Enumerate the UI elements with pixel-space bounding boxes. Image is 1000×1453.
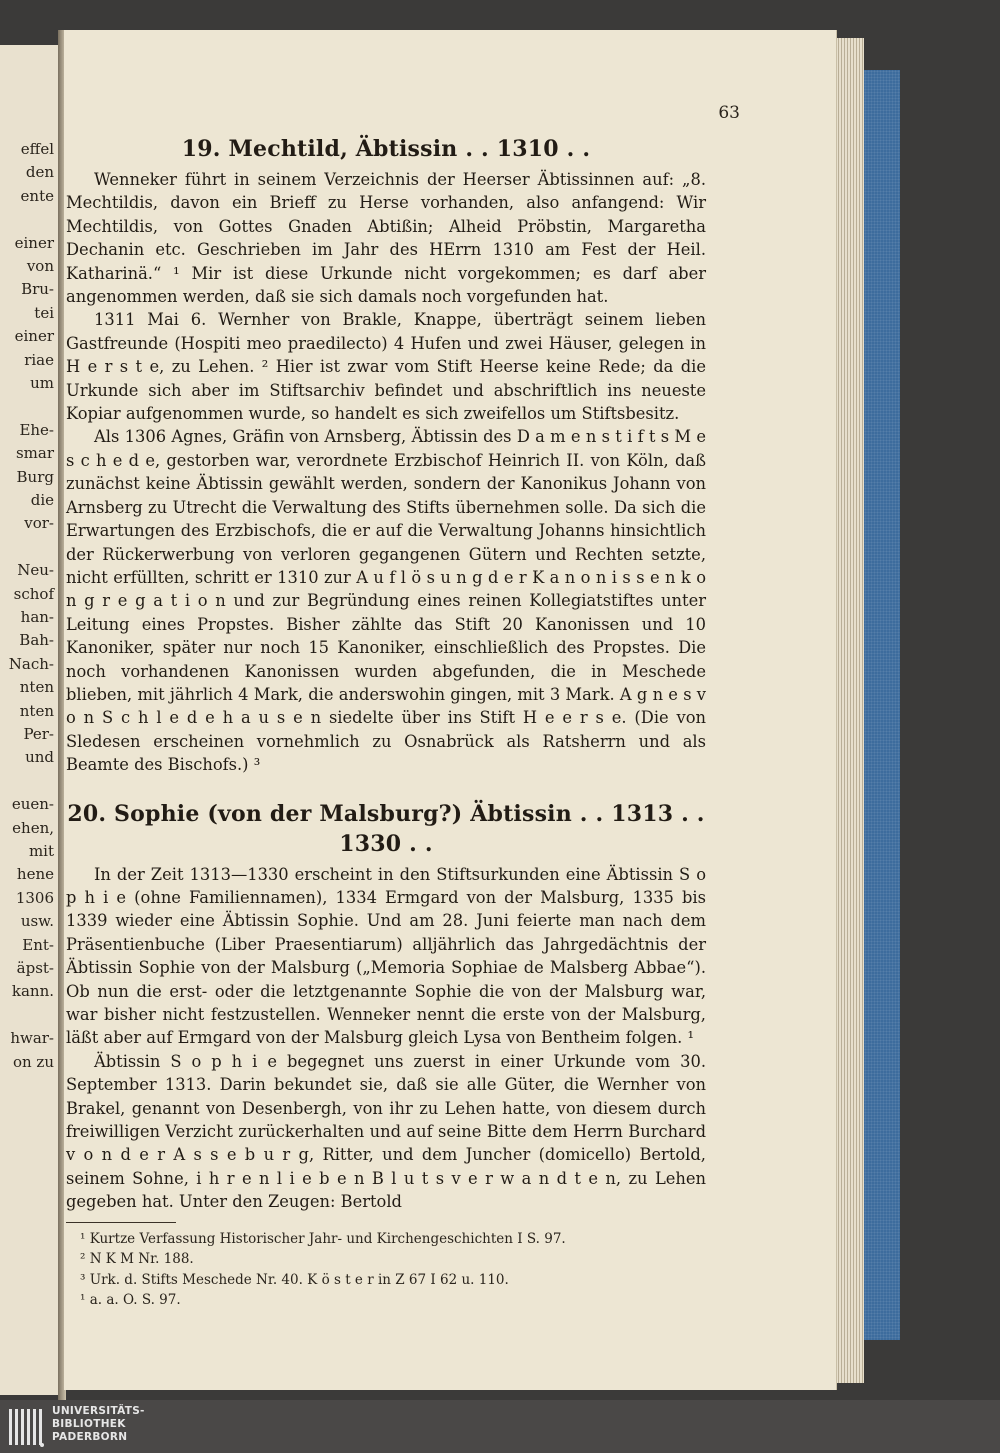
left-page-text-fragment: Ehe- (19, 420, 54, 439)
library-name (52, 1405, 145, 1444)
left-page-text-fragment: riae (24, 350, 54, 369)
left-page-text-fragment: äpst- (16, 959, 54, 977)
left-page-text-fragment: von (26, 257, 54, 275)
left-page-text-fragment: Nach- (8, 654, 54, 673)
left-page-text-fragment: usw. (20, 912, 54, 931)
left-page-text-fragment: schof (13, 584, 54, 603)
section-19 (66, 134, 706, 777)
footnote: ² N K M Nr. 188. (80, 1251, 194, 1268)
left-page-text-fragment: ente (20, 186, 54, 205)
library-logo-icon (6, 1405, 46, 1449)
left-page-text-fragment: tei (34, 303, 54, 322)
library-name-line: PADERBORN (52, 1431, 128, 1443)
left-page-text-fragment: euen- (11, 795, 54, 814)
left-page-text-fragment: kann. (11, 982, 54, 1001)
left-page-text-fragment: 1306 (15, 888, 54, 907)
section-heading: 19. Mechtild, Äbtissin . . 1310 . . (181, 136, 591, 162)
page-number: 63 (718, 103, 740, 123)
left-page-text-fragment: hene (16, 865, 54, 884)
left-page-text-fragment: um (30, 374, 54, 392)
footnote: ¹ Kurtze Verfassung Historischer Jahr- und Kirchengeschichten I S. 97. (80, 1230, 566, 1247)
paragraph: Als 1306 Agnes, Gräfin von Arnsberg, Äbtissin des D a m e n s t i f t s M e s c h e d e, gestorben war, verordnete Erzbischof Heinrich II. von Köln, daß zunächst keine Äbtissin gewählt werden, sondern der Kanonikus Johann von Arnsberg zu Utrecht die Verwaltung des Stifts übernehmen solle. Da sich die Erwartungen des Erzbischofs, die er auf die Verwaltung Johanns hinsichtlich der Rückerwerbung von verloren gegangenen Gütern und Rechten setzte, nicht erfüllten, schritt er 1310 zur A u f l ö s u n g d e r K a n o n i s s e n k o n g r e g a t i o n und zur Begründung eines reinen Kollegiatstiftes unter Leitung eines Propstes. Bisher zählte das Stift 20 Kanonissen und 10 Kanoniker, später nur noch 15 Kanoniker, einschließlich des Propstes. Die noch vorhandenen Kanonissen wurden abgefunden, die in Meschede blieben, mit jährlich 4 Mark, die anderswohin gingen, mit 3 Mark. A g n e s v o n S c h l e d e h a u s e n siedelte über ins Stift H e e r s e. (Die von Sledesen erscheinen vornehmlich zu Osnabrück als Ratsherrn und als Beamte des Bischofs.) ³ (66, 427, 706, 775)
left-page-text-fragment: hwar- (10, 1029, 54, 1048)
footnote-rule (66, 1222, 176, 1223)
book-page (64, 30, 836, 1390)
left-page-text-fragment: einer (14, 327, 54, 346)
left-page-text-fragment: smar (15, 444, 54, 463)
left-page-text-fragment: on zu (12, 1052, 54, 1071)
footnote: ¹ a. a. O. S. 97. (80, 1292, 181, 1309)
left-page-text-fragment: nten (19, 701, 54, 720)
section-20 (66, 799, 706, 1214)
left-page-text-fragment: Per- (23, 725, 54, 743)
paragraph: In der Zeit 1313—1330 erscheint in den Stiftsurkunden eine Äbtissin S o p h i e (ohne Familiennamen), 1334 Ermgard von der Malsburg, 1335 bis 1339 wieder eine Äbtissin Sophie. Und am 28. Juni feierte man nach dem Präsentienbuche (Liber Praesentiarum) alljährlich das Jahrgedächtnis der Äbtissin Sophie von der Malsburg („Memoria Sophiae de Malsberg Abbae“). Ob nun die erst- oder die letztgenannte Sophie die von der Malsburg war, war bisher nicht festzustellen. Wenneker nennt die erste von der Malsburg, läßt aber auf Ermgard von der Malsburg gleich Lysa von Bentheim folgen. ¹ (66, 864, 706, 1048)
left-page-text-fragment: Bah- (19, 631, 54, 650)
left-page-text-fragment: den (25, 163, 54, 182)
library-name-line: UNIVERSITÄTS- (52, 1405, 145, 1417)
footnote: ³ Urk. d. Stifts Meschede Nr. 40. K ö s t e r in Z 67 I 62 u. 110. (80, 1271, 509, 1288)
left-page-text-fragment: Burg (16, 467, 54, 486)
section-heading: 20. Sophie (von der Malsburg?) Äbtissin . . 1313 . . 1330 . . (67, 800, 705, 857)
page-content (66, 134, 706, 1311)
paragraph: 1311 Mai 6. Wernher von Brakle, Knappe, überträgt seinem lieben Gastfreunde (Hospiti meo praedilecto) 4 Hufen und zwei Häuser, gelegen in H e r s t e, zu Lehen. ² Hier ist zwar vom Stift Heerse keine Rede; da die Urkunde sich aber im Stiftsarchiv befindet und abschriftlich ins neueste Kopiar aufgenommen wurde, so handelt es sich zweifellos um Stiftsbesitz. (66, 310, 706, 424)
left-page-text-fragment: han- (20, 608, 54, 626)
left-page-text-fragment: Neu- (17, 561, 54, 580)
left-page-text-fragment: ehen, (12, 818, 54, 837)
left-page-text-fragment: vor- (24, 514, 54, 533)
left-page-text-fragment: und (25, 748, 54, 767)
left-page-text-fragment: Bru- (21, 280, 54, 299)
left-page-text-fragment: effel (20, 140, 54, 158)
left-page-text-fragment: mit (28, 842, 54, 860)
library-brand-bar (0, 1400, 1000, 1453)
left-page-text-fragment: die (30, 491, 54, 509)
left-page-fragment (0, 45, 60, 1395)
footnotes (66, 1229, 706, 1311)
left-page-text-fragment: Ent- (22, 935, 54, 954)
paragraph: Äbtissin S o p h i e begegnet uns zuerst in einer Urkunde vom 30. September 1313. Darin bekundet sie, daß sie alle Güter, die Wernher von Brakel, genannt von Desenbergh, von ihr zu Lehen hatte, von diesem durch freiwilligen Verzicht zurückerhalten und auf seine Bitte dem Herrn Burchard v o n d e r A s s e b u r g, Ritter, und dem Juncher (domicello) Bertold, seinem Sohne, i h r e n l i e b e n B l u t s v e r w a n d t e n, zu Lehen gegeben hat. Unter den Zeugen: Bertold (66, 1051, 706, 1212)
paragraph: Wenneker führt in seinem Verzeichnis der Heerser Äbtissinnen auf: „8. Mechtildis, davon ein Brieff zu Herse vorhanden, also anfangend: Wir Mechtildis, von Gottes Gnaden Abtißin; Alheid Pröbstin, Margaretha Dechanin etc. Geschrieben im Jahr des HErrn 1310 am Fest der Heil. Katharinä.“ ¹ Mir ist diese Urkunde nicht vorgekommen; es darf aber angenommen werden, daß sie sich damals noch vorgefunden hat. (66, 170, 706, 307)
left-page-text-fragment: einer (14, 233, 54, 252)
library-name-line: BIBLIOTHEK (52, 1418, 126, 1430)
left-page-text-fragment: nten (19, 678, 54, 697)
